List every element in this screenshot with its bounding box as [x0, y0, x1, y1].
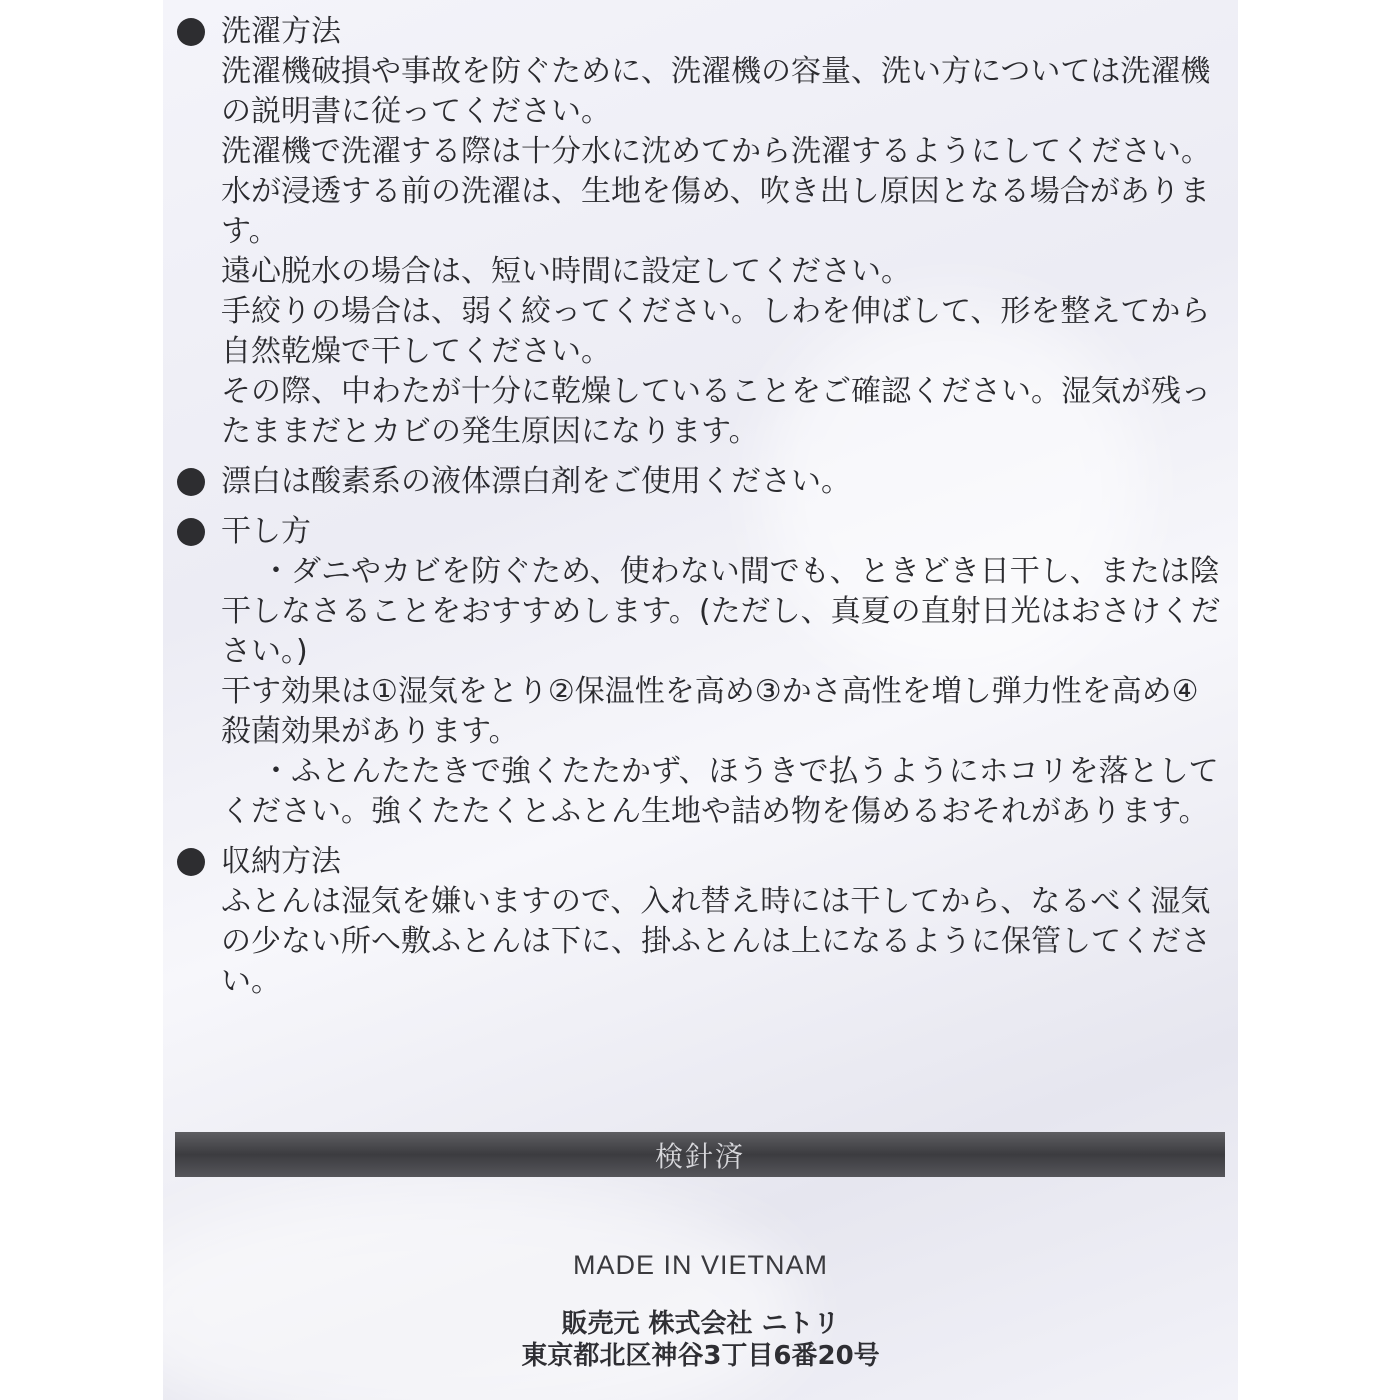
section-body	[221, 882, 1227, 1002]
section-heading: 干し方	[221, 514, 311, 549]
bullet-icon	[177, 18, 205, 46]
paragraph: 干す効果は①湿気をとり②保温性を高め③かさ高性を増し弾力性を高め④殺菌効果があります。	[221, 674, 1199, 749]
section-washing	[177, 12, 1227, 452]
seller-info	[163, 1308, 1238, 1372]
seller-name: 販売元 株式会社 ニトリ	[561, 1309, 840, 1339]
section-body	[221, 52, 1227, 452]
section-heading: 洗濯方法	[221, 14, 341, 49]
seller-address: 東京都北区神谷3丁目6番20号	[521, 1341, 880, 1371]
paragraph: 手絞りの場合は、弱く絞ってください。しわを伸ばして、形を整えてから自然乾燥で干してください。	[221, 294, 1211, 369]
section-head	[177, 462, 1227, 502]
section-bleach	[177, 462, 1227, 502]
section-drying	[177, 512, 1227, 832]
section-head	[177, 12, 1227, 52]
paragraph: ・ダニやカビを防ぐため、使わない間でも、ときどき日干し、または陰干しなさることをおすすめします。(ただし、真夏の直射日光はおさけください。)	[221, 554, 1221, 669]
section-heading: 収納方法	[221, 844, 341, 879]
paragraph: 洗濯機破損や事故を防ぐために、洗濯機の容量、洗い方については洗濯機の説明書に従ってください。	[221, 54, 1211, 129]
bullet-icon	[177, 518, 205, 546]
care-label	[163, 0, 1238, 1400]
paragraph: その際、中わたが十分に乾燥していることをご確認ください。湿気が残ったままだとカビの発生原因になります。	[221, 374, 1211, 449]
section-storage	[177, 842, 1227, 1002]
paragraph: ふとんは湿気を嫌いますので、入れ替え時には干してから、なるべく湿気の少ない所へ敷ふとんは下に、掛ふとんは上になるように保管してください。	[221, 884, 1211, 999]
care-instructions	[177, 12, 1227, 1012]
paragraph: 遠心脱水の場合は、短い時間に設定してください。	[221, 254, 911, 289]
origin-label: MADE IN VIETNAM	[572, 1250, 829, 1280]
section-head	[177, 842, 1227, 882]
bullet-icon	[177, 468, 205, 496]
inspection-label: 検針済	[654, 1139, 745, 1173]
paragraph: 洗濯機で洗濯する際は十分水に沈めてから洗濯するようにしてください。水が浸透する前の洗濯は、生地を傷め、吹き出し原因となる場合があります。	[221, 134, 1211, 249]
inspection-band	[175, 1132, 1225, 1177]
bullet-icon	[177, 848, 205, 876]
section-head	[177, 512, 1227, 552]
section-body	[221, 552, 1227, 832]
section-heading: 漂白は酸素系の液体漂白剤をご使用ください。	[221, 464, 851, 499]
paragraph: ・ふとんたたきで強くたたかず、ほうきで払うようにホコリを落としてください。強くたたくとふとん生地や詰め物を傷めるおそれがあります。	[221, 754, 1219, 829]
